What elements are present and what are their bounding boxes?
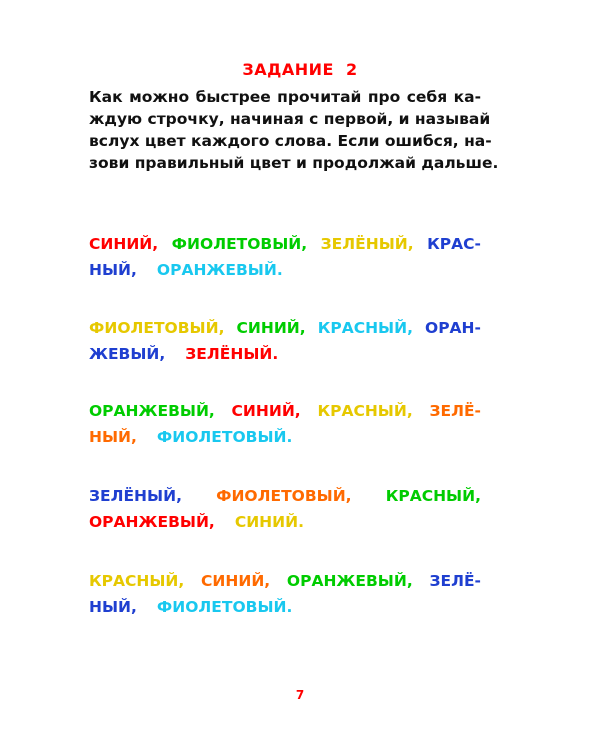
color-word: ФИОЛЕТОВЫЙ,: [171, 235, 308, 253]
instructions-line: ждую строчку, начиная с первой, и называй: [89, 110, 491, 128]
color-word: НЫЙ,: [89, 598, 137, 616]
color-word: ФИОЛЕТОВЫЙ.: [156, 598, 293, 616]
color-word: ОРАНЖЕВЫЙ,: [89, 513, 215, 531]
color-word: ЖЕВЫЙ,: [89, 345, 166, 363]
color-word: ФИОЛЕТОВЫЙ.: [156, 428, 293, 446]
task-title: ЗАДАНИЕ 2: [242, 60, 358, 79]
instructions-line: зови правильный цвет и продолжай дальше.: [89, 154, 499, 172]
color-word: ОРАНЖЕВЫЙ,: [89, 402, 215, 420]
color-word: КРАС-: [427, 235, 481, 253]
color-word: ФИОЛЕТОВЫЙ,: [216, 487, 352, 505]
exercise-row-5: [89, 568, 481, 620]
color-word: ЗЕЛЁНЫЙ.: [185, 345, 279, 363]
color-word: СИНИЙ.: [234, 513, 304, 531]
exercise-row-1: [89, 231, 481, 283]
color-word: СИНИЙ,: [236, 319, 306, 337]
instructions-line: Как можно быстрее прочитай про себя ка-: [89, 88, 481, 106]
color-word: ЗЕЛЁНЫЙ,: [320, 235, 414, 253]
exercise-row-3: [89, 398, 481, 450]
color-word: СИНИЙ,: [89, 235, 159, 253]
color-word: ЗЕЛЁ-: [429, 402, 481, 420]
exercise-row-4: [89, 483, 481, 535]
color-word: НЫЙ,: [89, 261, 137, 279]
color-word: ОРАН-: [425, 319, 481, 337]
color-word: ЗЕЛЁ-: [429, 572, 481, 590]
color-word: ОРАНЖЕВЫЙ.: [156, 261, 283, 279]
color-word: ОРАНЖЕВЫЙ,: [286, 572, 413, 590]
color-word: КРАСНЫЙ,: [317, 319, 413, 337]
color-word: КРАСНЫЙ,: [89, 572, 185, 590]
color-word: КРАСНЫЙ,: [385, 487, 481, 505]
color-word: ФИОЛЕТОВЫЙ,: [89, 319, 225, 337]
color-word: КРАСНЫЙ,: [317, 402, 413, 420]
instructions-paragraph: [89, 86, 499, 174]
instructions-line: вслух цвет каждого слова. Если ошибся, на-: [89, 132, 492, 150]
color-word: СИНИЙ,: [201, 572, 271, 590]
color-word: ЗЕЛЁНЫЙ,: [89, 487, 182, 505]
exercise-row-2: [89, 315, 481, 367]
page-number: 7: [295, 688, 305, 702]
color-word: НЫЙ,: [89, 428, 137, 446]
color-word: СИНИЙ,: [231, 402, 301, 420]
